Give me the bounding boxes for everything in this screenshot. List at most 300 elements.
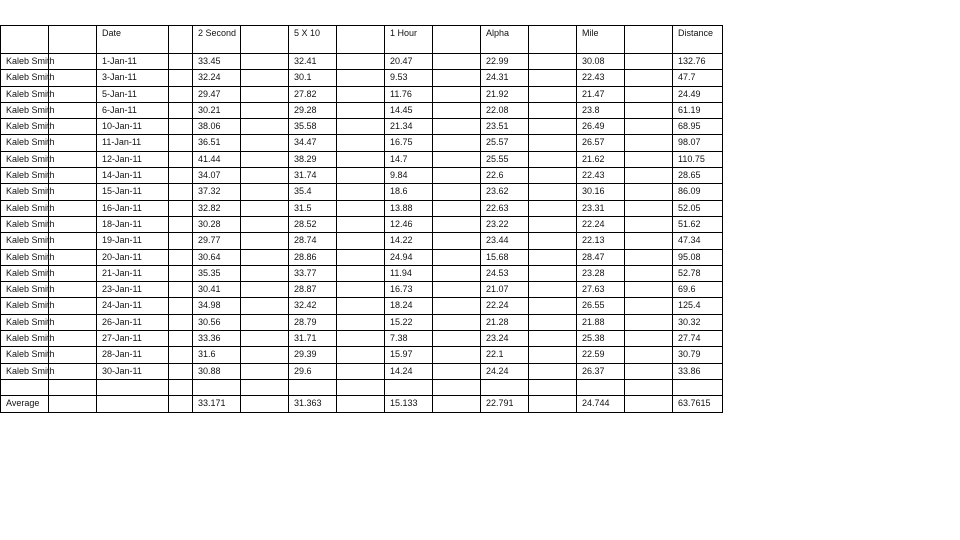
distance-cell[interactable]: 47.7 xyxy=(673,70,723,86)
cell[interactable] xyxy=(433,282,481,298)
cell[interactable] xyxy=(97,396,169,412)
cell[interactable] xyxy=(529,347,577,363)
cell[interactable] xyxy=(169,298,193,314)
cell[interactable] xyxy=(241,396,289,412)
distance-cell[interactable]: 33.86 xyxy=(673,363,723,379)
cell[interactable] xyxy=(433,86,481,102)
alpha-cell[interactable]: 23.62 xyxy=(481,184,529,200)
mile-cell[interactable]: 21.88 xyxy=(577,314,625,330)
cell[interactable] xyxy=(433,168,481,184)
one-hour-cell[interactable]: 14.7 xyxy=(385,151,433,167)
alpha-cell[interactable]: 23.44 xyxy=(481,233,529,249)
cell[interactable] xyxy=(433,331,481,347)
cell[interactable] xyxy=(433,347,481,363)
two-second-cell[interactable]: 30.64 xyxy=(193,249,241,265)
distance-cell[interactable]: 125.4 xyxy=(673,298,723,314)
cell[interactable] xyxy=(337,331,385,347)
cell[interactable] xyxy=(49,314,97,330)
name-cell[interactable]: Kaleb Smith xyxy=(1,265,49,281)
name-cell[interactable]: Kaleb Smith xyxy=(1,200,49,216)
cell[interactable] xyxy=(337,119,385,135)
five-x-ten-cell[interactable]: 28.74 xyxy=(289,233,337,249)
distance-cell[interactable]: 51.62 xyxy=(673,216,723,232)
alpha-cell[interactable] xyxy=(481,379,529,395)
five-x-ten-cell[interactable]: 35.58 xyxy=(289,119,337,135)
cell[interactable] xyxy=(337,216,385,232)
cell[interactable] xyxy=(337,314,385,330)
cell[interactable] xyxy=(529,298,577,314)
cell[interactable] xyxy=(169,282,193,298)
five-x-ten-cell[interactable]: 30.1 xyxy=(289,70,337,86)
alpha-cell[interactable]: 22.63 xyxy=(481,200,529,216)
one-hour-cell[interactable]: 15.97 xyxy=(385,347,433,363)
cell[interactable] xyxy=(49,168,97,184)
cell[interactable] xyxy=(169,200,193,216)
distance-cell[interactable]: 24.49 xyxy=(673,86,723,102)
header-mile[interactable]: Mile xyxy=(577,26,625,54)
cell[interactable] xyxy=(169,86,193,102)
two-second-cell[interactable]: 33.171 xyxy=(193,396,241,412)
cell[interactable] xyxy=(625,233,673,249)
five-x-ten-cell[interactable]: 29.39 xyxy=(289,347,337,363)
cell[interactable] xyxy=(529,119,577,135)
cell[interactable] xyxy=(49,347,97,363)
cell[interactable] xyxy=(169,347,193,363)
cell[interactable] xyxy=(529,216,577,232)
cell[interactable] xyxy=(337,26,385,54)
cell[interactable] xyxy=(625,298,673,314)
cell[interactable] xyxy=(529,363,577,379)
cell[interactable] xyxy=(169,119,193,135)
name-cell[interactable]: Kaleb Smith xyxy=(1,249,49,265)
cell[interactable] xyxy=(241,54,289,70)
alpha-cell[interactable]: 22.99 xyxy=(481,54,529,70)
cell[interactable] xyxy=(625,70,673,86)
five-x-ten-cell[interactable]: 28.52 xyxy=(289,216,337,232)
cell[interactable] xyxy=(433,233,481,249)
header-distance[interactable]: Distance xyxy=(673,26,723,54)
cell[interactable] xyxy=(337,379,385,395)
cell[interactable] xyxy=(529,86,577,102)
cell[interactable] xyxy=(625,184,673,200)
date-cell[interactable]: 28-Jan-11 xyxy=(97,347,169,363)
mile-cell[interactable]: 26.37 xyxy=(577,363,625,379)
cell[interactable] xyxy=(337,102,385,118)
five-x-ten-cell[interactable]: 35.4 xyxy=(289,184,337,200)
cell[interactable] xyxy=(337,363,385,379)
cell[interactable] xyxy=(529,200,577,216)
cell[interactable] xyxy=(169,249,193,265)
two-second-cell[interactable]: 33.36 xyxy=(193,331,241,347)
one-hour-cell[interactable]: 9.84 xyxy=(385,168,433,184)
cell[interactable] xyxy=(169,379,193,395)
cell[interactable] xyxy=(241,168,289,184)
distance-cell[interactable]: 47.34 xyxy=(673,233,723,249)
cell[interactable] xyxy=(433,298,481,314)
distance-cell[interactable]: 110.75 xyxy=(673,151,723,167)
cell[interactable] xyxy=(337,298,385,314)
cell[interactable] xyxy=(241,135,289,151)
cell[interactable] xyxy=(49,233,97,249)
date-cell[interactable]: 20-Jan-11 xyxy=(97,249,169,265)
cell[interactable] xyxy=(241,233,289,249)
five-x-ten-cell[interactable]: 31.74 xyxy=(289,168,337,184)
cell[interactable] xyxy=(169,102,193,118)
two-second-cell[interactable]: 30.56 xyxy=(193,314,241,330)
five-x-ten-cell[interactable]: 28.86 xyxy=(289,249,337,265)
distance-cell[interactable]: 98.07 xyxy=(673,135,723,151)
cell[interactable] xyxy=(337,282,385,298)
two-second-cell[interactable]: 34.07 xyxy=(193,168,241,184)
cell[interactable] xyxy=(241,282,289,298)
two-second-cell[interactable]: 38.06 xyxy=(193,119,241,135)
date-cell[interactable]: 1-Jan-11 xyxy=(97,54,169,70)
cell[interactable] xyxy=(625,331,673,347)
cell[interactable] xyxy=(169,363,193,379)
distance-cell[interactable]: 95.08 xyxy=(673,249,723,265)
cell[interactable] xyxy=(337,347,385,363)
cell[interactable] xyxy=(433,151,481,167)
name-cell[interactable]: Kaleb Smith xyxy=(1,70,49,86)
cell[interactable] xyxy=(529,282,577,298)
name-cell[interactable]: Kaleb Smith xyxy=(1,86,49,102)
cell[interactable] xyxy=(433,379,481,395)
cell[interactable] xyxy=(169,54,193,70)
cell[interactable] xyxy=(49,54,97,70)
two-second-cell[interactable]: 30.88 xyxy=(193,363,241,379)
cell[interactable] xyxy=(433,135,481,151)
alpha-cell[interactable]: 15.68 xyxy=(481,249,529,265)
cell[interactable] xyxy=(529,314,577,330)
cell[interactable] xyxy=(625,282,673,298)
distance-cell[interactable]: 63.7615 xyxy=(673,396,723,412)
two-second-cell[interactable] xyxy=(193,379,241,395)
cell[interactable] xyxy=(169,70,193,86)
name-cell[interactable]: Kaleb Smith xyxy=(1,135,49,151)
two-second-cell[interactable]: 32.82 xyxy=(193,200,241,216)
name-cell[interactable]: Kaleb Smith xyxy=(1,331,49,347)
cell[interactable] xyxy=(241,298,289,314)
five-x-ten-cell[interactable]: 27.82 xyxy=(289,86,337,102)
mile-cell[interactable]: 26.49 xyxy=(577,119,625,135)
two-second-cell[interactable]: 32.24 xyxy=(193,70,241,86)
cell[interactable] xyxy=(169,135,193,151)
cell[interactable] xyxy=(529,184,577,200)
date-cell[interactable]: 15-Jan-11 xyxy=(97,184,169,200)
one-hour-cell[interactable]: 13.88 xyxy=(385,200,433,216)
name-cell[interactable]: Kaleb Smith xyxy=(1,168,49,184)
cell[interactable] xyxy=(529,233,577,249)
header-date[interactable]: Date xyxy=(97,26,169,54)
alpha-cell[interactable]: 22.791 xyxy=(481,396,529,412)
name-cell[interactable]: Kaleb Smith xyxy=(1,298,49,314)
cell[interactable] xyxy=(529,331,577,347)
cell[interactable] xyxy=(49,331,97,347)
cell[interactable] xyxy=(529,396,577,412)
cell[interactable] xyxy=(49,119,97,135)
cell[interactable] xyxy=(337,151,385,167)
cell[interactable] xyxy=(433,363,481,379)
five-x-ten-cell[interactable]: 28.79 xyxy=(289,314,337,330)
five-x-ten-cell[interactable]: 34.47 xyxy=(289,135,337,151)
date-cell[interactable]: 5-Jan-11 xyxy=(97,86,169,102)
name-cell[interactable] xyxy=(1,379,49,395)
two-second-cell[interactable]: 41.44 xyxy=(193,151,241,167)
cell[interactable] xyxy=(625,249,673,265)
five-x-ten-cell[interactable]: 31.5 xyxy=(289,200,337,216)
date-cell[interactable]: 27-Jan-11 xyxy=(97,331,169,347)
alpha-cell[interactable]: 22.6 xyxy=(481,168,529,184)
one-hour-cell[interactable]: 16.75 xyxy=(385,135,433,151)
one-hour-cell[interactable]: 14.45 xyxy=(385,102,433,118)
mile-cell[interactable]: 22.43 xyxy=(577,168,625,184)
mile-cell[interactable]: 26.57 xyxy=(577,135,625,151)
one-hour-cell[interactable]: 15.22 xyxy=(385,314,433,330)
cell[interactable] xyxy=(241,70,289,86)
cell[interactable] xyxy=(433,265,481,281)
cell[interactable] xyxy=(529,54,577,70)
cell[interactable] xyxy=(169,314,193,330)
cell[interactable] xyxy=(625,314,673,330)
distance-cell[interactable]: 28.65 xyxy=(673,168,723,184)
one-hour-cell[interactable]: 15.133 xyxy=(385,396,433,412)
mile-cell[interactable]: 23.8 xyxy=(577,102,625,118)
name-cell[interactable]: Kaleb Smith xyxy=(1,363,49,379)
mile-cell[interactable]: 26.55 xyxy=(577,298,625,314)
cell[interactable] xyxy=(433,26,481,54)
cell[interactable] xyxy=(433,102,481,118)
cell[interactable] xyxy=(49,26,97,54)
name-cell[interactable]: Kaleb Smith xyxy=(1,282,49,298)
name-cell[interactable]: Kaleb Smith xyxy=(1,102,49,118)
date-cell[interactable]: 21-Jan-11 xyxy=(97,265,169,281)
name-cell[interactable]: Kaleb Smith xyxy=(1,184,49,200)
cell[interactable] xyxy=(49,216,97,232)
cell[interactable] xyxy=(529,102,577,118)
date-cell[interactable]: 14-Jan-11 xyxy=(97,168,169,184)
one-hour-cell[interactable]: 11.94 xyxy=(385,265,433,281)
alpha-cell[interactable]: 25.57 xyxy=(481,135,529,151)
cell[interactable] xyxy=(433,54,481,70)
cell[interactable] xyxy=(337,233,385,249)
cell[interactable] xyxy=(337,135,385,151)
two-second-cell[interactable]: 37.32 xyxy=(193,184,241,200)
cell[interactable] xyxy=(49,102,97,118)
distance-cell[interactable]: 68.95 xyxy=(673,119,723,135)
date-cell[interactable]: 11-Jan-11 xyxy=(97,135,169,151)
cell[interactable] xyxy=(337,396,385,412)
mile-cell[interactable]: 24.744 xyxy=(577,396,625,412)
alpha-cell[interactable]: 23.22 xyxy=(481,216,529,232)
one-hour-cell[interactable]: 18.24 xyxy=(385,298,433,314)
two-second-cell[interactable]: 30.41 xyxy=(193,282,241,298)
cell[interactable] xyxy=(625,86,673,102)
cell[interactable] xyxy=(529,70,577,86)
distance-cell[interactable]: 132.76 xyxy=(673,54,723,70)
distance-cell[interactable] xyxy=(673,379,723,395)
one-hour-cell[interactable]: 24.94 xyxy=(385,249,433,265)
cell[interactable] xyxy=(337,168,385,184)
five-x-ten-cell[interactable]: 33.77 xyxy=(289,265,337,281)
date-cell[interactable]: 26-Jan-11 xyxy=(97,314,169,330)
cell[interactable] xyxy=(337,54,385,70)
one-hour-cell[interactable]: 9.53 xyxy=(385,70,433,86)
five-x-ten-cell[interactable]: 32.42 xyxy=(289,298,337,314)
cell[interactable] xyxy=(433,396,481,412)
mile-cell[interactable]: 21.47 xyxy=(577,86,625,102)
five-x-ten-cell[interactable]: 31.71 xyxy=(289,331,337,347)
one-hour-cell[interactable]: 12.46 xyxy=(385,216,433,232)
mile-cell[interactable]: 30.08 xyxy=(577,54,625,70)
cell[interactable] xyxy=(241,184,289,200)
cell[interactable] xyxy=(241,216,289,232)
alpha-cell[interactable]: 24.53 xyxy=(481,265,529,281)
distance-cell[interactable]: 30.79 xyxy=(673,347,723,363)
cell[interactable] xyxy=(49,249,97,265)
two-second-cell[interactable]: 36.51 xyxy=(193,135,241,151)
one-hour-cell[interactable]: 18.6 xyxy=(385,184,433,200)
five-x-ten-cell[interactable]: 28.87 xyxy=(289,282,337,298)
cell[interactable] xyxy=(625,119,673,135)
alpha-cell[interactable]: 21.92 xyxy=(481,86,529,102)
one-hour-cell[interactable]: 11.76 xyxy=(385,86,433,102)
cell[interactable] xyxy=(1,26,49,54)
cell[interactable] xyxy=(169,265,193,281)
two-second-cell[interactable]: 29.47 xyxy=(193,86,241,102)
cell[interactable] xyxy=(529,26,577,54)
date-cell[interactable]: 19-Jan-11 xyxy=(97,233,169,249)
one-hour-cell[interactable]: 14.24 xyxy=(385,363,433,379)
cell[interactable] xyxy=(529,151,577,167)
name-cell[interactable]: Kaleb Smith xyxy=(1,119,49,135)
mile-cell[interactable]: 25.38 xyxy=(577,331,625,347)
name-cell[interactable]: Kaleb Smith xyxy=(1,151,49,167)
average-label[interactable]: Average xyxy=(1,396,49,412)
cell[interactable] xyxy=(337,86,385,102)
mile-cell[interactable]: 23.31 xyxy=(577,200,625,216)
cell[interactable] xyxy=(49,379,97,395)
cell[interactable] xyxy=(49,86,97,102)
alpha-cell[interactable]: 25.55 xyxy=(481,151,529,167)
mile-cell[interactable]: 27.63 xyxy=(577,282,625,298)
cell[interactable] xyxy=(169,216,193,232)
date-cell[interactable] xyxy=(97,379,169,395)
five-x-ten-cell[interactable]: 29.28 xyxy=(289,102,337,118)
distance-cell[interactable]: 30.32 xyxy=(673,314,723,330)
one-hour-cell[interactable]: 14.22 xyxy=(385,233,433,249)
name-cell[interactable]: Kaleb Smith xyxy=(1,216,49,232)
mile-cell[interactable]: 28.47 xyxy=(577,249,625,265)
cell[interactable] xyxy=(241,119,289,135)
cell[interactable] xyxy=(241,363,289,379)
one-hour-cell[interactable]: 16.73 xyxy=(385,282,433,298)
header-two-second[interactable]: 2 Second xyxy=(193,26,241,54)
mile-cell[interactable]: 22.13 xyxy=(577,233,625,249)
distance-cell[interactable]: 52.78 xyxy=(673,265,723,281)
cell[interactable] xyxy=(625,216,673,232)
cell[interactable] xyxy=(169,233,193,249)
cell[interactable] xyxy=(433,314,481,330)
cell[interactable] xyxy=(49,200,97,216)
cell[interactable] xyxy=(241,331,289,347)
cell[interactable] xyxy=(49,298,97,314)
alpha-cell[interactable]: 21.28 xyxy=(481,314,529,330)
cell[interactable] xyxy=(625,200,673,216)
cell[interactable] xyxy=(625,135,673,151)
cell[interactable] xyxy=(169,26,193,54)
mile-cell[interactable]: 22.43 xyxy=(577,70,625,86)
cell[interactable] xyxy=(241,102,289,118)
cell[interactable] xyxy=(241,379,289,395)
mile-cell[interactable]: 22.59 xyxy=(577,347,625,363)
cell[interactable] xyxy=(625,265,673,281)
cell[interactable] xyxy=(529,168,577,184)
distance-cell[interactable]: 61.19 xyxy=(673,102,723,118)
cell[interactable] xyxy=(241,151,289,167)
mile-cell[interactable]: 30.16 xyxy=(577,184,625,200)
cell[interactable] xyxy=(241,249,289,265)
two-second-cell[interactable]: 29.77 xyxy=(193,233,241,249)
alpha-cell[interactable]: 24.24 xyxy=(481,363,529,379)
cell[interactable] xyxy=(625,347,673,363)
cell[interactable] xyxy=(337,200,385,216)
two-second-cell[interactable]: 31.6 xyxy=(193,347,241,363)
cell[interactable] xyxy=(433,70,481,86)
cell[interactable] xyxy=(625,26,673,54)
alpha-cell[interactable]: 24.31 xyxy=(481,70,529,86)
cell[interactable] xyxy=(625,54,673,70)
cell[interactable] xyxy=(169,168,193,184)
header-five-x-ten[interactable]: 5 X 10 xyxy=(289,26,337,54)
cell[interactable] xyxy=(433,216,481,232)
cell[interactable] xyxy=(337,265,385,281)
alpha-cell[interactable]: 22.24 xyxy=(481,298,529,314)
alpha-cell[interactable]: 21.07 xyxy=(481,282,529,298)
mile-cell[interactable] xyxy=(577,379,625,395)
cell[interactable] xyxy=(49,151,97,167)
distance-cell[interactable]: 86.09 xyxy=(673,184,723,200)
name-cell[interactable]: Kaleb Smith xyxy=(1,233,49,249)
five-x-ten-cell[interactable] xyxy=(289,379,337,395)
cell[interactable] xyxy=(433,119,481,135)
cell[interactable] xyxy=(337,70,385,86)
one-hour-cell[interactable] xyxy=(385,379,433,395)
date-cell[interactable]: 23-Jan-11 xyxy=(97,282,169,298)
date-cell[interactable]: 3-Jan-11 xyxy=(97,70,169,86)
cell[interactable] xyxy=(241,314,289,330)
cell[interactable] xyxy=(49,135,97,151)
name-cell[interactable]: Kaleb Smith xyxy=(1,314,49,330)
header-alpha[interactable]: Alpha xyxy=(481,26,529,54)
one-hour-cell[interactable]: 21.34 xyxy=(385,119,433,135)
cell[interactable] xyxy=(337,249,385,265)
name-cell[interactable]: Kaleb Smith xyxy=(1,347,49,363)
date-cell[interactable]: 12-Jan-11 xyxy=(97,151,169,167)
cell[interactable] xyxy=(337,184,385,200)
alpha-cell[interactable]: 23.51 xyxy=(481,119,529,135)
mile-cell[interactable]: 23.28 xyxy=(577,265,625,281)
cell[interactable] xyxy=(49,282,97,298)
five-x-ten-cell[interactable]: 38.29 xyxy=(289,151,337,167)
cell[interactable] xyxy=(241,26,289,54)
cell[interactable] xyxy=(49,265,97,281)
two-second-cell[interactable]: 35.35 xyxy=(193,265,241,281)
date-cell[interactable]: 24-Jan-11 xyxy=(97,298,169,314)
alpha-cell[interactable]: 22.08 xyxy=(481,102,529,118)
cell[interactable] xyxy=(169,151,193,167)
cell[interactable] xyxy=(241,265,289,281)
date-cell[interactable]: 30-Jan-11 xyxy=(97,363,169,379)
